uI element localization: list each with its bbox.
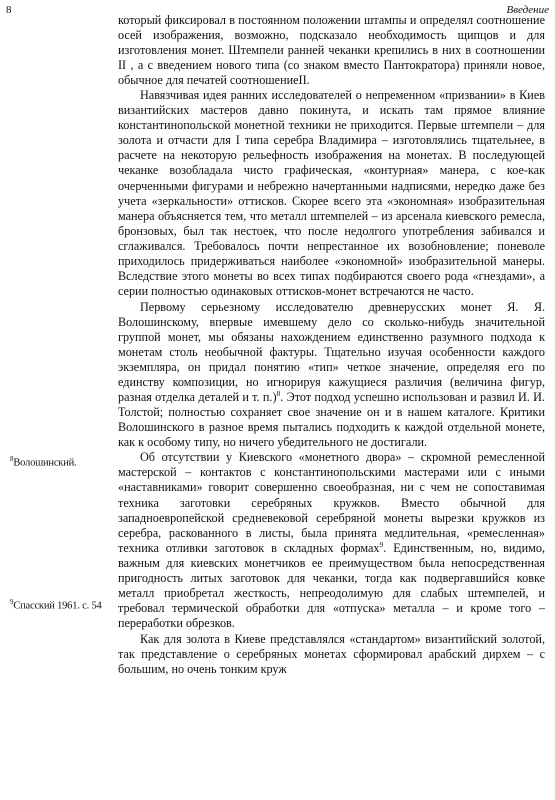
margin-note xyxy=(10,598,102,612)
paragraph: Как для золота в Киеве представлялся «стандартом» византийский золотой, так представление о серебряных монетах сформировал арабский дирхем – с большим, но очень тонким круж xyxy=(118,631,545,677)
footnote-ref: 9 xyxy=(379,539,384,549)
body-text xyxy=(118,13,545,677)
note-mark: 9 xyxy=(10,598,14,606)
note-mark: 8 xyxy=(10,455,14,463)
paragraph: Навязчивая идея ранних исследователей о непременном «призвании» в Киев византийских мастеров давно покинута, и искать там прямое влияние константинопольской монетной техники не приходится. Первые штемпели – для золота и отчасти для I типа серебра Владимира – изготовлялись тщательнее, в расчете на некоторую рельефность изображения на монетах. В последующей чеканке возобладала чисто графическая, «контурная» манера, с кое-как очерченными фигурами и небрежно начертанными надписями, нередко даже без учета «зеркальности» оттисков. Скорее всего эта «экономная» изобразительная манера объясняется тем, что металл штемпелей – из арсенала киевского ремесла, бронзовых, был так нестоек, что после недолгого употребления забивался и сглаживался. Требовалось почти непрестанное их возобновление; поневоле приходилось придерживаться наиболее «экономной» изобразительной манеры. Вследствие этого монеты во всех типах подбираются своего рода «гнездами», а серии полностью одинаковых оттисков-монет встречаются не часто. xyxy=(118,88,545,298)
paragraph xyxy=(118,300,545,450)
paragraph-text-continued: . Единственным, но, видимо, важным для киевских монетчиков ее преимуществом была непосредственная пригодность литых заготовок для чеканки, тогда как подвергавшийся ковке металл приобретал жесткость, непреодолимую для слабых штемпелей, и требовал термической обработки для «отпуска» металла – и кроме того – переработки обрезков. xyxy=(118,540,546,630)
paragraph-text: Об отсутствии у Киевского «монетного двора» – скромной ремесленной мастерской – контактов с константинопольскими мастерами или с иными «наставниками» говорит совершенно своеобразная, ни с чем не сопоставимая техника заготовки серебряных кружков. Вместо обычной для западноевропейской средневековой серебряной монеты вырезки кружков из серебра, раскованного в листы, была принята медлительная, «ремесленная» техника отливки заготовок в складных формах xyxy=(118,450,545,555)
note-text: Спасский 1961. с. 54 xyxy=(13,600,102,612)
margin-note xyxy=(10,455,76,469)
paragraph: который фиксировал в постоянном положении штампы и определял соотношение осей изображения, возможно, подсказало необходимость щипцов и для изготовления монет. Штемпели ранней чеканки крепились в них в соотношении II , а с введением нового типа (со знаком вместо Пантократора) приняли новое, обычное для печатей соотношениеII. xyxy=(118,13,545,88)
paragraph-text-continued: . Этот подход успешно использован и развил И. И. Толстой; полностью сохраняет свое значение он и в нашем каталоге. Критики Волошинского в разное время пытались подходить к каждой отдельной монете, как к особому типу, но ничего убедительного не достигали. xyxy=(118,390,546,450)
note-text: Волошинский. xyxy=(13,457,77,469)
running-head: Введение xyxy=(506,4,549,16)
paragraph-text: Первому серьезному исследователю древнерусских монет Я. Я. Волошинскому, впервые имевшему дело со сколько-нибудь значительной группой монет, мы обязаны нахождением единственно разумного подхода к монетам столь необычной фактуры. Тщательно изучая особенности каждого экземпляра, он придал понятию «тип» четкое значение, определяя его по единству композиции, но игнорируя кажущиеся различия (величина фигур, разная отделка деталей и т. п.) xyxy=(118,299,545,405)
footnote-ref: 8 xyxy=(276,389,281,399)
paragraph xyxy=(118,450,545,631)
page-number: 8 xyxy=(6,4,12,16)
